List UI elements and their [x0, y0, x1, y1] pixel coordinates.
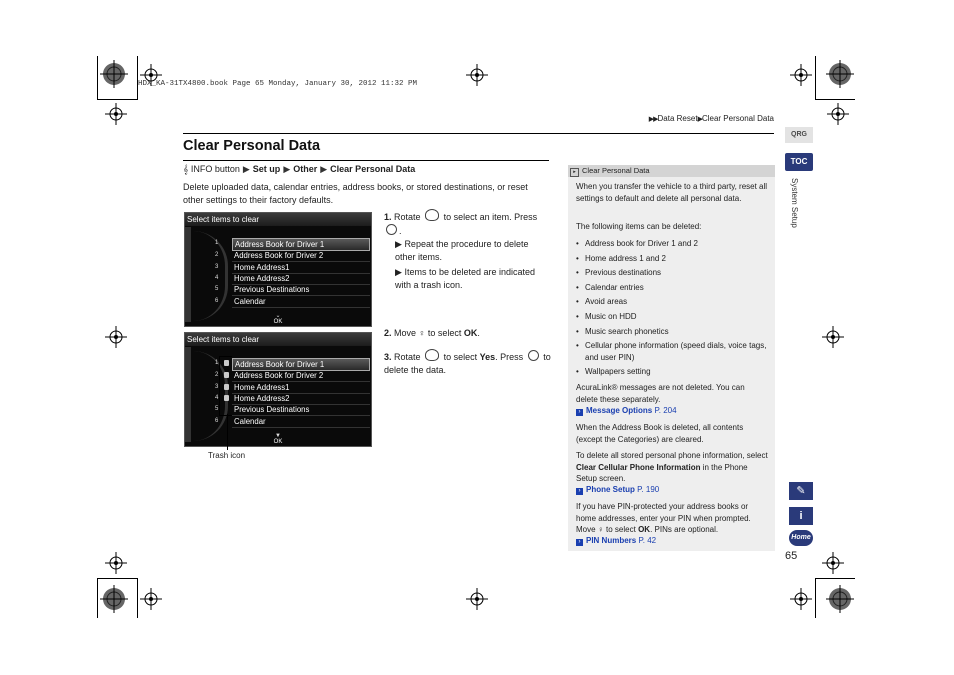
note-paragraph [576, 501, 768, 536]
screen-list-item[interactable] [210, 262, 370, 273]
list-item: • Cellular phone information (speed dials, voice tags, and user PIN) [576, 340, 768, 363]
crop-mark [137, 578, 138, 618]
link-arrow-icon: › [576, 539, 583, 546]
crosshair-icon [105, 552, 127, 574]
list-item: • Wallpapers setting [576, 366, 768, 378]
note-text: To delete all stored personal phone information, select [576, 451, 768, 460]
joystick-icon: ♀ [418, 328, 426, 338]
nav-start: INFO button [190, 164, 240, 174]
voice-icon: 𝄞 [183, 164, 189, 174]
crosshair-icon [466, 588, 488, 610]
navigation-path [183, 164, 415, 175]
breadcrumb-arrow-icon: ▶▶ [648, 116, 658, 123]
step-text: . Press [495, 352, 524, 362]
note-text: in the Phone Setup screen. [576, 462, 748, 484]
step-2: 2. Move ♀ to select OK. [384, 328, 480, 338]
item-label: Home Address2 [232, 393, 370, 405]
nav-step: Set up [252, 164, 281, 174]
note-paragraph: AcuraLink® messages are not deleted. You can delete these separately. [576, 383, 745, 404]
step-text: to select an item. Press [443, 212, 538, 222]
item-number: 6 [215, 418, 219, 424]
crop-mark [97, 99, 137, 100]
step-3 [384, 349, 554, 377]
note-link-row [576, 535, 768, 547]
nav-step: Clear Personal Data [330, 164, 416, 174]
step-1: 1. Rotate to select an item. Press . [384, 209, 549, 238]
rotate-knob-icon [425, 349, 439, 361]
message-options-link[interactable]: Message Options [586, 406, 653, 415]
arrow-right-icon: ▶ [242, 164, 250, 174]
screen-list-item[interactable] [210, 404, 370, 415]
item-label: Home Address1 [232, 382, 370, 394]
note-title: Clear Personal Data [582, 166, 650, 175]
note-paragraph: The following items can be deleted: [576, 222, 702, 231]
screen-list-item[interactable] [210, 250, 370, 261]
note-text: to select [606, 525, 636, 535]
step-1-note [395, 266, 550, 292]
item-label: Home Address2 [232, 273, 370, 285]
screen-scrollbar [185, 347, 191, 442]
note-list [576, 238, 768, 381]
item-label: Address Book for Driver 1 [232, 238, 370, 251]
arrow-right-icon: ▶ [395, 239, 402, 249]
crosshair-icon [105, 103, 127, 125]
push-button-icon [528, 350, 539, 361]
note-link-row [576, 484, 768, 496]
item-label: Home Address1 [232, 262, 370, 274]
crosshair-icon [822, 326, 844, 348]
step-text: to select [427, 328, 462, 338]
item-number: 1 [215, 360, 219, 366]
phone-setup-link[interactable]: Phone Setup [586, 485, 635, 494]
note-paragraph [576, 450, 768, 485]
screen-list-item[interactable] [210, 416, 370, 427]
print-info: HDX_KA-31TX4800.book Page 65 Monday, January 30, 2012 11:32 PM [138, 80, 418, 88]
home-tab[interactable] [789, 530, 813, 546]
crop-mark [97, 578, 137, 579]
step-text: Rotate [394, 212, 421, 222]
toc-tab[interactable]: TOC [785, 153, 813, 171]
link-page[interactable]: P. 42 [638, 536, 657, 545]
screen-list-item[interactable] [210, 273, 370, 284]
arrow-right-icon: ▶ [395, 267, 402, 277]
list-item: • Music search phonetics [576, 326, 768, 338]
step-number: 2. [384, 328, 392, 338]
item-number: 6 [215, 298, 219, 304]
screen-ok-button[interactable] [185, 313, 371, 325]
note-paragraph: When the Address Book is deleted, all contents (except the Categories) are cleared. [576, 423, 744, 444]
list-item: • Home address 1 and 2 [576, 253, 768, 265]
screen-select-items [184, 212, 372, 327]
list-item: • Calendar entries [576, 282, 768, 294]
list-item: • Previous destinations [576, 267, 768, 279]
item-number: 2 [215, 372, 219, 378]
list-item: • Music on HDD [576, 311, 768, 323]
item-label: Address Book for Driver 1 [232, 358, 370, 371]
trash-callout-line [227, 414, 228, 450]
crop-mark [137, 56, 138, 100]
crop-mark [97, 578, 98, 618]
item-label: Calendar [232, 416, 370, 428]
crosshair-icon [105, 326, 127, 348]
note-text: If you have PIN-protected your address books or home addresses, enter your PIN when prompted. Move [576, 502, 751, 535]
item-label: Address Book for Driver 2 [232, 370, 370, 382]
trash-icon-caption: Trash icon [208, 451, 246, 460]
screen-list-item[interactable] [210, 370, 370, 381]
screen-items-marked [184, 332, 372, 447]
registration-mark-icon [826, 60, 854, 88]
screen-list-item[interactable] [210, 284, 370, 295]
crop-mark [815, 578, 855, 579]
ok-label: OK [273, 319, 283, 325]
note-keyword: OK [638, 525, 651, 535]
link-page[interactable]: P. 190 [637, 485, 660, 494]
arrow-right-icon: ▶ [320, 164, 328, 174]
home-label: Home [791, 534, 811, 541]
note-text: . PINs are optional. [650, 525, 719, 535]
screen-list-item[interactable] [210, 382, 370, 393]
breadcrumb-arrow-icon: ▶ [697, 116, 702, 123]
screen-list-item[interactable] [210, 238, 370, 249]
note-header [568, 165, 775, 177]
link-arrow-icon: › [576, 409, 583, 416]
page-number: 65 [785, 550, 798, 562]
step-text: to delete the data. [384, 352, 551, 375]
screen-list-item[interactable] [210, 296, 370, 307]
note-link-row [576, 405, 768, 417]
step-number: 3. [384, 352, 392, 362]
voice-command-tab[interactable] [789, 482, 813, 500]
info-icon: i [799, 510, 803, 522]
link-page[interactable]: P. 204 [654, 406, 677, 415]
trash-callout-bracket [219, 356, 232, 416]
push-button-icon [386, 224, 397, 235]
step-note: Items to be deleted are indicated with a trash icon. [395, 267, 536, 290]
step-note: Repeat the procedure to delete other items. [395, 239, 529, 262]
crosshair-icon [827, 103, 849, 125]
crop-mark [815, 99, 855, 100]
item-label: Calendar [232, 296, 370, 308]
crosshair-icon [140, 588, 162, 610]
joystick-icon: ♀ [597, 525, 604, 535]
crosshair-icon [822, 552, 844, 574]
step-text: Rotate [394, 352, 421, 362]
crosshair-icon [790, 64, 812, 86]
item-number: 3 [215, 264, 219, 270]
list-item: • Address book for Driver 1 and 2 [576, 238, 768, 250]
page-title: Clear Personal Data [183, 138, 321, 154]
note-paragraph: When you transfer the vehicle to a third party, reset all settings to default and delete all personal data. [576, 182, 768, 203]
index-tab[interactable] [789, 507, 813, 525]
note-icon: ▸ [570, 168, 579, 177]
crop-mark [815, 578, 816, 618]
registration-mark-icon [100, 585, 128, 613]
screen-scrollbar [185, 227, 191, 322]
title-rule [183, 133, 774, 134]
step-text: Move [394, 328, 417, 338]
item-number: 4 [215, 395, 219, 401]
nav-step: Other [293, 164, 318, 174]
chevron-down-icon: ▼ [275, 433, 281, 439]
item-number: 2 [215, 252, 219, 258]
screen-header: Select items to clear [185, 333, 371, 346]
list-item: • Avoid areas [576, 296, 768, 308]
breadcrumb [649, 114, 774, 123]
breadcrumb-item[interactable]: Clear Personal Data [701, 114, 774, 123]
item-number: 1 [215, 240, 219, 246]
item-label: Previous Destinations [232, 404, 370, 416]
intro-text: Delete uploaded data, calendar entries, address books, or stored destinations, or reset other settings to their factory defaults. [183, 182, 528, 205]
crosshair-icon [790, 588, 812, 610]
qrg-tab[interactable]: QRG [785, 127, 813, 143]
crop-mark [815, 56, 816, 100]
item-number: 4 [215, 275, 219, 281]
item-number: 5 [215, 406, 219, 412]
rotate-knob-icon [425, 209, 439, 221]
crosshair-icon [466, 64, 488, 86]
step-number: 1. [384, 212, 392, 222]
link-arrow-icon: › [576, 488, 583, 495]
item-label: Previous Destinations [232, 284, 370, 296]
chevron-down-icon: ⌄ [275, 313, 281, 319]
screen-list-item[interactable] [210, 393, 370, 404]
ok-label: OK [273, 439, 283, 445]
registration-mark-icon [100, 60, 128, 88]
item-label: Address Book for Driver 2 [232, 250, 370, 262]
arrow-right-icon: ▶ [283, 164, 291, 174]
note-keyword: Clear Cellular Phone Information [576, 462, 701, 472]
registration-mark-icon [826, 585, 854, 613]
step-text: to select [443, 352, 478, 362]
step-1-note [395, 238, 550, 264]
screen-list-item[interactable] [210, 358, 370, 369]
section-label: System Setup [790, 178, 799, 228]
item-number: 3 [215, 384, 219, 390]
pin-numbers-link[interactable]: PIN Numbers [586, 536, 637, 545]
item-number: 5 [215, 286, 219, 292]
step-keyword: OK [463, 328, 478, 338]
screen-header: Select items to clear [185, 213, 371, 226]
voice-command-icon: ✎ [796, 485, 806, 497]
step-keyword: Yes [479, 352, 496, 362]
crop-mark [97, 56, 98, 100]
title-underline [183, 160, 549, 161]
breadcrumb-item[interactable]: Data Reset [657, 114, 698, 123]
screen-ok-button[interactable] [185, 433, 371, 445]
